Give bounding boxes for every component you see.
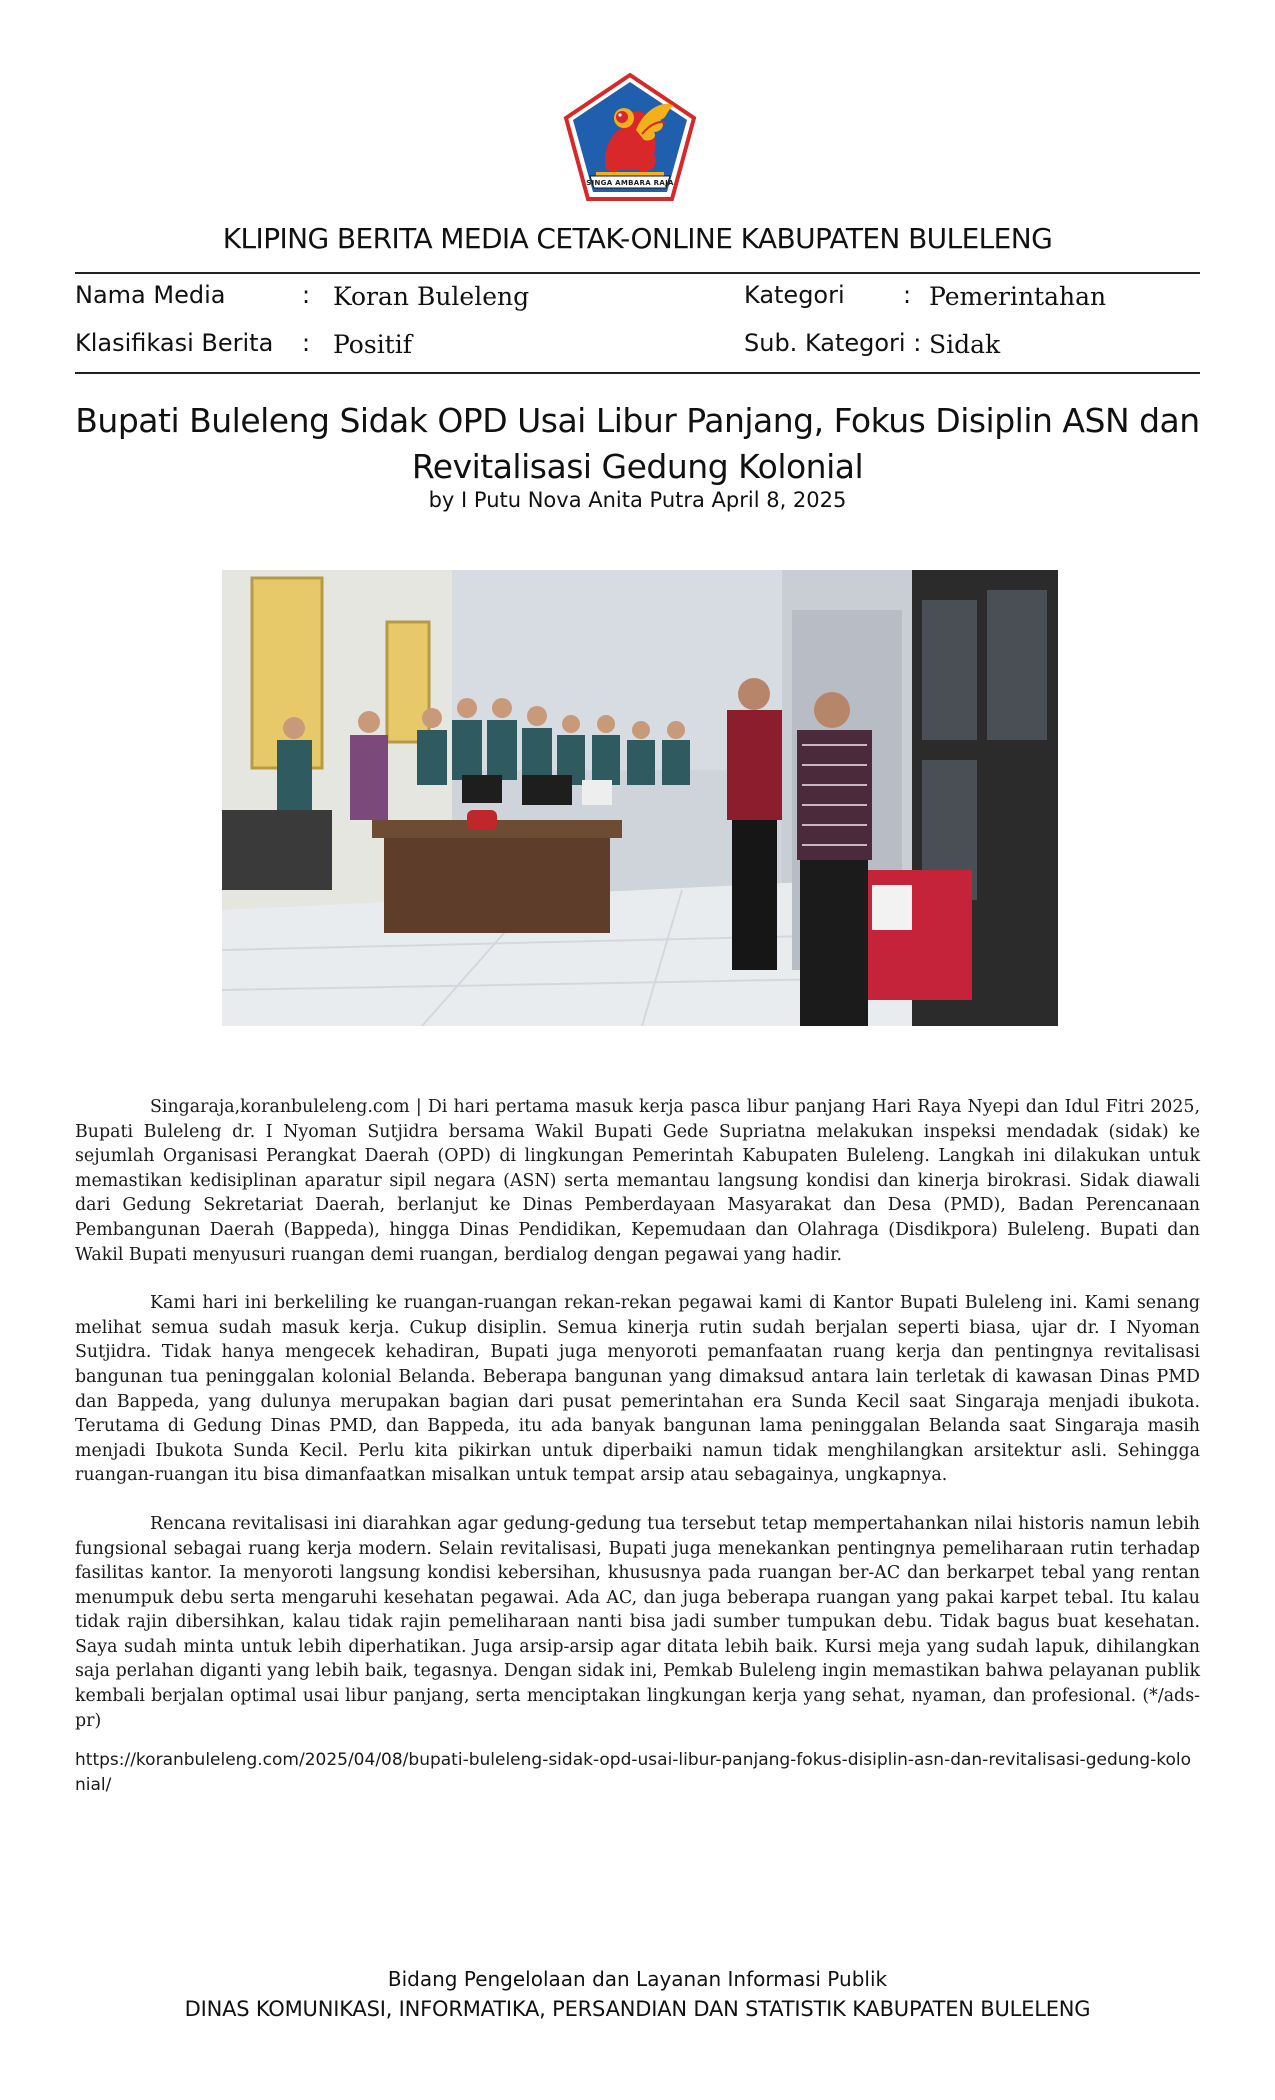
article-body (75, 1095, 1200, 1757)
article-paragraph-2: Kami hari ini berkeliling ke ruangan-ruangan rekan-rekan pegawai kami di Kantor Bupati Buleleng ini. Kami senang melihat semua sudah masuk kerja. Cukup disiplin. Semua kinerja rutin sudah berjalan seperti biasa, ujar dr. I Nyoman Sutjidra. Tidak hanya mengecek kehadiran, Bupati juga menyoroti pemanfaatan ruang kerja dan pentingnya revitalisasi bangunan tua peninggalan kolonial Belanda. Beberapa bangunan yang dimaksud antara lain terletak di kawasan Dinas PMD dan Bappeda, yang dulunya merupakan bagian dari pusat pemerintahan era Sunda Kecil saat Singaraja menjadi ibukota. Terutama di Gedung Dinas PMD, dan Bappeda, itu ada banyak bangunan lama peninggalan Belanda saat Singaraja masih menjadi Ibukota Sunda Kecil. Perlu kita pikirkan untuk diperbaiki namun tidak menghilangkan arsitektur asli. Sehingga ruangan-ruangan itu bisa dimanfaatkan misalkan untuk tempat arsip atau sebagainya, ungkapnya. (75, 1293, 1200, 1486)
kategori-value: Pemerintahan (929, 282, 1107, 311)
buleleng-emblem-logo (562, 72, 698, 202)
header-divider-bottom (75, 372, 1200, 374)
article-paragraph-3: Rencana revitalisasi ini diarahkan agar gedung-gedung tua tersebut tetap mempertahankan nilai historis namun lebih fungsional sebagai ruang kerja modern. Selain revitalisasi, Bupati juga menekankan pentingnya pemeliharaan rutin terhadap fasilitas kantor. Ia menyoroti langsung kondisi kebersihan, khususnya pada ruangan ber-AC dan berkarpet tebal yang rentan menumpuk debu serta mengaruhi kesehatan pegawai. Ada AC, dan juga beberapa ruangan yang pakai karpet tebal. Itu kalau tidak rajin dibersihkan, kalau tidak rajin pemeliharaan nanti bisa jadi sumber tumpukan debu. Tidak bagus buat kesehatan. Saya sudah minta untuk lebih diperhatikan. Juga arsip-arsip agar ditata lebih baik. Kursi meja yang sudah lapuk, dihilangkan saja perlahan diganti yang lebih baik, tegasnya. Dengan sidak ini, Pemkab Buleleng ingin memastikan bahwa pelayanan publik kembali berjalan optimal usai libur panjang, serta menciptakan lingkungan kerja yang sehat, nyaman, dan profesional. (*/ads-pr) (75, 1513, 1200, 1731)
article-photo (222, 570, 1058, 1026)
nama-media-colon: : (302, 281, 311, 309)
article-title: Bupati Buleleng Sidak OPD Usai Libur Panjang, Fokus Disiplin ASN dan Revitalisasi Gedung Kolonial (75, 401, 1200, 486)
footer-department: Bidang Pengelolaan dan Layanan Informasi Publik (387, 1967, 888, 1991)
header-divider-top (75, 272, 1200, 274)
footer-agency: DINAS KOMUNIKASI, INFORMATIKA, PERSANDIAN DAN STATISTIK KABUPATEN BULELENG (184, 1997, 1091, 2021)
kategori-label: Kategori (744, 281, 845, 309)
klasifikasi-value: Positif (333, 330, 412, 359)
clipping-header-title: KLIPING BERITA MEDIA CETAK-ONLINE KABUPATEN BULELENG (222, 222, 1053, 255)
nama-media-value: Koran Buleleng (333, 282, 530, 311)
klasifikasi-colon: : (302, 329, 311, 357)
sub-kategori-value: Sidak (929, 330, 1001, 359)
source-url-link[interactable]: https://koranbuleleng.com/2025/04/08/bupati-buleleng-sidak-opd-usai-libur-panjang-fokus-disiplin-asn-dan-revitalisasi-gedung-kolonial/ (75, 1750, 1191, 1795)
sub-kategori-label: Sub. Kategori : (744, 329, 922, 357)
logo-caption: SINGA AMBARA RAJA (586, 179, 674, 187)
nama-media-label: Nama Media (75, 281, 226, 309)
kategori-colon: : (903, 281, 912, 309)
klasifikasi-label: Klasifikasi Berita (75, 329, 274, 357)
article-paragraph-1: Singaraja,koranbuleleng.com | Di hari pertama masuk kerja pasca libur panjang Hari Raya Nyepi dan Idul Fitri 2025, Bupati Buleleng dr. I Nyoman Sutjidra bersama Wakil Bupati Gede Supriatna melakukan inspeksi mendadak (sidak) ke sejumlah Organisasi Perangkat Daerah (OPD) di lingkungan Pemerintah Kabupaten Buleleng. Langkah ini dilakukan untuk memastikan kedisiplinan aparatur sipil negara (ASN) serta memantau langsung kondisi dan kinerja birokrasi. Sidak diawali dari Gedung Sekretariat Daerah, berlanjut ke Dinas Pemberdayaan Masyarakat dan Desa (PMD), Badan Perencanaan Pembangunan Daerah (Bappeda), hingga Dinas Pendidikan, Kepemudaan dan Olahraga (Disdikpora) Buleleng. Bupati dan Wakil Bupati menyusuri ruangan demi ruangan, berdialog dengan pegawai yang hadir. (75, 1097, 1200, 1265)
article-byline: by I Putu Nova Anita Putra April 8, 2025 (428, 488, 847, 512)
